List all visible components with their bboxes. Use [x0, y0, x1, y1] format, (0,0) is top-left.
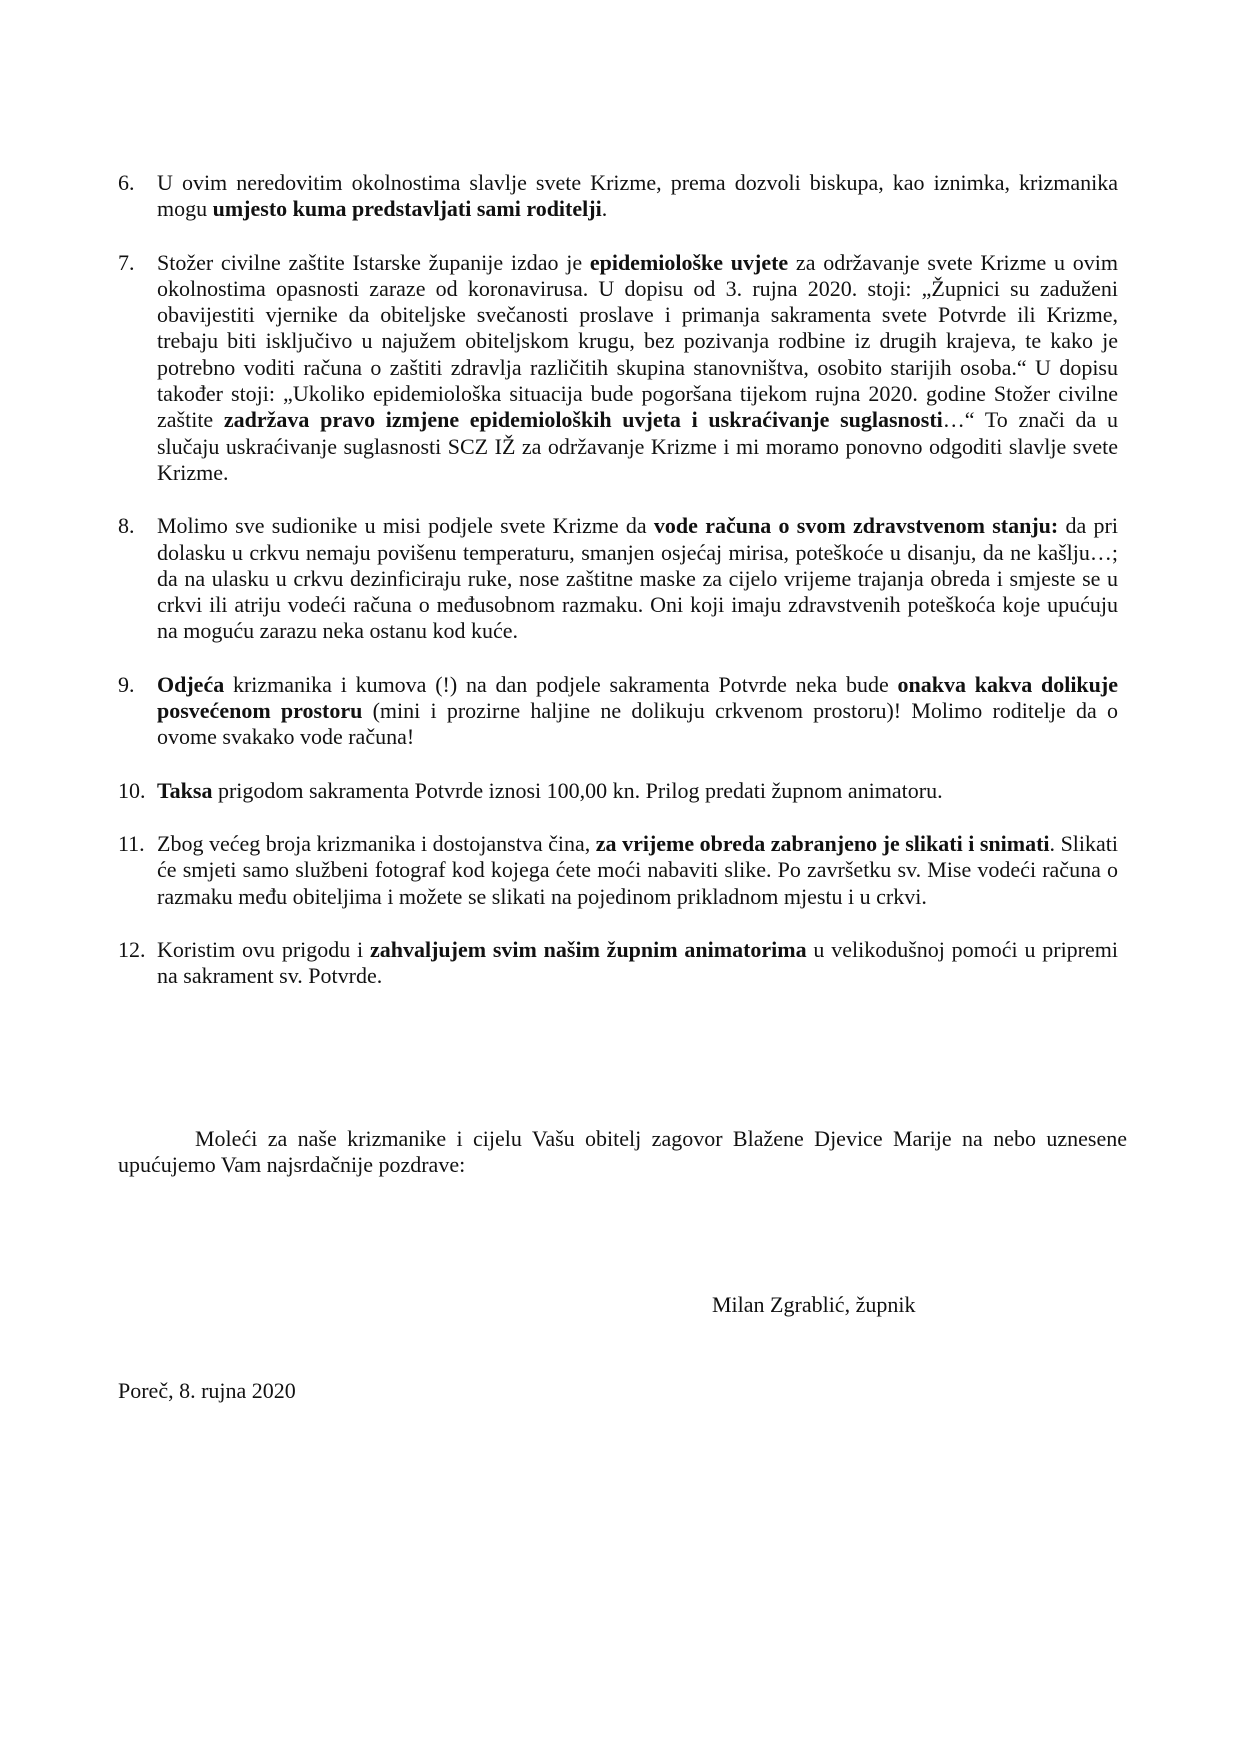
closing-paragraph: Moleći za naše krizmanike i cijelu Vašu obitelj zagovor Blažene Djevice Marije na nebo uznesene upućujemo Vam najsrdačnije pozdrave:	[118, 1126, 1127, 1178]
list-item	[118, 672, 1118, 751]
item-text: Taksa prigodom sakramenta Potvrde iznosi 100,00 kn. Prilog predati župnom animatoru.	[157, 777, 943, 803]
list-item	[118, 937, 1118, 990]
item-text: U ovim neredovitim okolnostima slavlje svete Krizme, prema dozvoli biskupa, kao iznimka, krizmanika mogu umjesto kuma predstavljati sami roditelji.	[157, 170, 1118, 222]
item-text: Molimo sve sudionike u misi podjele svete Krizme da vode računa o svom zdravstvenom stanju: da pri dolasku u crkvu nemaju povišenu temperaturu, smanjen osjećaj mirisa, poteškoće u disanju, da ne kašlju…; da na ulasku u crkvu dezinficiraju ruke, nose zaštitne maske za cijelo vrijeme trajanja obreda i smjeste se u crkvi ili atriju vodeći računa o međusobnom razmaku. Oni koji imaju zdravstvenih poteškoća koje upućuju na moguću zarazu neka ostanu kod kuće.	[157, 513, 1118, 644]
item-number: 10.	[118, 777, 146, 803]
item-number: 12.	[118, 936, 146, 962]
item-text: Stožer civilne zaštite Istarske županije izdao je epidemiološke uvjete za održavanje svete Krizme u ovim okolnostima opasnosti zaraze od koronavirusa. U dopisu od 3. rujna 2020. stoji: „Župnici su zaduženi obavijestiti vjernike da obiteljske svečanosti proslave i primanja sakramenta svete Potvrde ili Krizme, trebaju biti isključivo u najužem obiteljskom krugu, bez pozivanja rodbine iz drugih krajeva, te kako je potrebno voditi računa o zaštiti zdravlja različitih skupina stanovništva, osobito starijih osoba.“ U dopisu također stoji: „Ukoliko epidemiološka situacija bude pogoršana tijekom rujna 2020. godine Stožer civilne zaštite zadržava pravo izmjene epidemioloških uvjeta i uskraćivanje suglasnosti…“ To znači da u slučaju uskraćivanje suglasnosti SCZ IŽ za održavanje Krizme i mi moramo ponovno odgoditi slavlje svete Krizme.	[157, 249, 1118, 485]
list-item	[118, 513, 1118, 644]
item-number: 6.	[118, 170, 135, 195]
place-date: Poreč, 8. rujna 2020	[118, 1378, 296, 1403]
list-item	[118, 831, 1118, 910]
list-item	[118, 250, 1118, 487]
numbered-list	[118, 170, 1118, 1016]
signature: Milan Zgrablić, župnik	[712, 1292, 916, 1317]
item-number: 7.	[118, 249, 135, 275]
item-number: 8.	[118, 513, 135, 539]
item-number: 11.	[118, 830, 145, 856]
item-text: Koristim ovu prigodu i zahvaljujem svim našim župnim animatorima u velikodušnoj pomoći u pripremi na sakrament sv. Potvrde.	[157, 936, 1118, 989]
item-text: Zbog većeg broja krizmanika i dostojanstva čina, za vrijeme obreda zabranjeno je slikati i snimati. Slikati će smjeti samo službeni fotograf kod kojega ćete moći nabaviti slike. Po završetku sv. Mise vodeći računa o razmaku među obiteljima i možete se slikati na pojedinom prikladnom mjestu i u crkvi.	[157, 830, 1119, 909]
item-text: Odjeća krizmanika i kumova (!) na dan podjele sakramenta Potvrde neka bude onakva kakva dolikuje posvećenom prostoru (mini i prozirne haljine ne dolikuju crkvenom prostoru)! Molimo roditelje da o ovome svakako vode računa!	[157, 671, 1118, 750]
list-item	[118, 170, 1118, 223]
item-number: 9.	[118, 671, 135, 697]
list-item	[118, 778, 1118, 804]
